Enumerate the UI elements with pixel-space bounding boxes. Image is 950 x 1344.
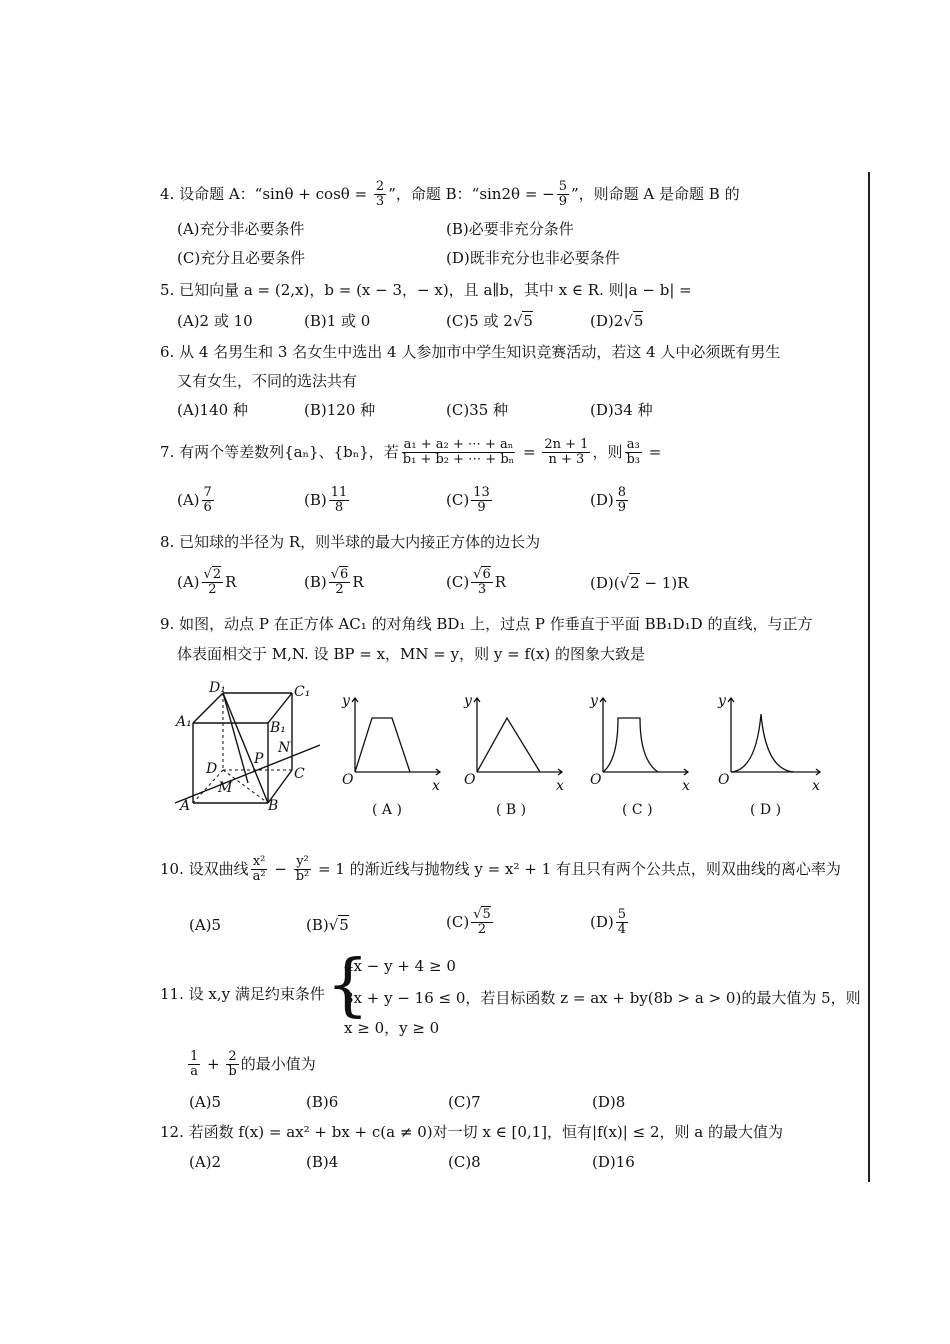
q8-option-c-tail: R	[494, 572, 507, 591]
q10-option-c-frac	[471, 908, 493, 938]
q4-text-c: ”，则命题 A 是命题 B 的	[571, 184, 740, 203]
q11-constraint-2: 8x + y − 16 ≤ 0，若目标函数 z = ax + by(8b > a > 0)的最大值为 5，则	[344, 989, 861, 1007]
question-9-line-2: 体表面相交于 M,N. 设 BP = x，MN = y，则 y = f(x) 的图象大致是	[177, 645, 645, 663]
cube-label-d1: D₁	[209, 680, 226, 696]
question-9-line-1: 9. 如图，动点 P 在正方体 AC₁ 的对角线 BD₁ 上，过点 P 作垂直于平面 BB₁D₁D 的直线，与正方	[160, 615, 813, 633]
q8-option-b-rad: 6	[340, 567, 349, 582]
q10-option-c-pre: (C)	[446, 912, 470, 931]
question-11: 11. 设 x,y 满足约束条件	[160, 985, 325, 1003]
page-margin-line	[868, 172, 870, 1182]
q6-option-c[interactable]: (C)35 种	[446, 401, 509, 419]
graph-a-x-label: x	[432, 778, 440, 794]
q4-text-b: ”，命题 B：“sin2θ = −	[388, 184, 555, 203]
q4-option-b[interactable]: (B)必要非充分条件	[446, 220, 574, 238]
q7-frac-1-num: a₁ + a₂ + ⋯ + aₙ	[403, 437, 514, 452]
q5-option-d-pre: (D)2	[590, 312, 624, 330]
q8-option-d[interactable]: (D)(√2 − 1)R	[590, 574, 689, 592]
q7-option-a-den: 6	[203, 500, 212, 516]
question-4	[160, 180, 740, 210]
q8-option-d-pre: (D)(	[590, 574, 620, 592]
graph-d-x-label: x	[812, 778, 820, 794]
q4-frac-2-num: 5	[558, 179, 567, 194]
q7-option-b-label: (B)	[304, 490, 327, 509]
cube-label-a: A	[180, 798, 191, 814]
q10-frac-1-den: a²	[252, 869, 266, 885]
q7-option-b-frac	[329, 486, 350, 516]
q7-option-b[interactable]	[304, 486, 351, 516]
q4-text-a: 4. 设命题 A：“sinθ + cosθ =	[160, 184, 372, 203]
q11-constraint-brace: {	[326, 946, 370, 1025]
q7-option-a[interactable]	[177, 486, 216, 516]
question-12: 12. 若函数 f(x) = ax² + bx + c(a ≠ 0)对一切 x ∈ [0,1]，恒有|f(x)| ≤ 2，则 a 的最大值为	[160, 1123, 783, 1141]
q7-text-a: 7. 有两个等差数列{aₙ}、{bₙ}，若	[160, 442, 399, 461]
q11-constraint-1: 4x − y + 4 ≥ 0	[344, 957, 456, 975]
q7-text-c: =	[644, 442, 662, 461]
graph-c-curve	[603, 718, 658, 772]
q7-frac-3	[624, 438, 642, 468]
q8-option-d-rad: 2	[630, 574, 640, 592]
q11-line-2	[186, 1050, 316, 1080]
q7-option-d[interactable]	[590, 486, 630, 516]
q10-option-d-pre: (D)	[590, 912, 614, 931]
q10-option-b[interactable]: (B)√5	[306, 916, 349, 934]
graph-a-curve	[355, 718, 410, 772]
question-6-line-1: 6. 从 4 名男生和 3 名女生中选出 4 人参加市中学生知识竞赛活动，若这 4 人中必须既有男生	[160, 343, 781, 361]
q7-option-b-den: 8	[334, 500, 344, 516]
q7-option-d-den: 9	[617, 500, 627, 516]
q12-option-a[interactable]: (A)2	[189, 1153, 222, 1171]
graph-b-origin: O	[464, 772, 476, 788]
q10-frac-2-num: y²	[296, 854, 309, 869]
q8-option-a-frac	[202, 568, 224, 598]
q8-option-a-rad: 2	[212, 567, 222, 582]
q10-option-d-num: 5	[617, 907, 627, 922]
q11-option-a[interactable]: (A)5	[189, 1093, 222, 1111]
q5-option-a[interactable]: (A)2 或 10	[177, 312, 253, 330]
q7-option-c-num: 13	[473, 485, 490, 500]
q7-frac-3-den: b₃	[626, 452, 641, 468]
graph-d-origin: O	[718, 772, 730, 788]
q7-frac-1-den: b₁ + b₂ + ⋯ + bₙ	[402, 452, 515, 468]
question-6-line-2: 又有女生，不同的选法共有	[177, 372, 358, 390]
graph-c-y-label: y	[590, 693, 598, 709]
q8-option-a-label: (A)	[177, 572, 200, 591]
q8-option-c[interactable]	[446, 568, 506, 598]
q4-frac-2	[557, 180, 569, 210]
q7-option-d-frac	[616, 486, 628, 516]
q8-option-a[interactable]	[177, 568, 236, 598]
q11-text-b: 的最小值为	[240, 1054, 316, 1073]
q10-option-c[interactable]	[446, 908, 495, 938]
cube-edge-d1a1	[193, 693, 223, 723]
q8-option-b-frac	[329, 568, 351, 598]
question-8: 8. 已知球的半径为 R，则半球的最大内接正方体的边长为	[160, 533, 541, 551]
graph-c-origin: O	[590, 772, 602, 788]
q10-option-d-den: 4	[617, 922, 627, 938]
q8-option-a-num: √2	[203, 567, 222, 582]
q10-minus: −	[269, 859, 292, 878]
q8-option-c-label: (C)	[446, 572, 470, 591]
graph-b-y-label: y	[464, 693, 472, 709]
graph-d-caption: ( D )	[750, 802, 782, 818]
q8-option-b-tail: R	[352, 572, 364, 591]
q12-option-c[interactable]: (C)8	[448, 1153, 481, 1171]
q5-option-b[interactable]: (B)1 或 0	[304, 312, 371, 330]
q10-frac-2-den: b²	[295, 869, 310, 885]
q11-plus: +	[202, 1054, 225, 1073]
q5-option-c[interactable]: (C)5 或 2√5	[446, 312, 533, 330]
graph-c-x-label: x	[682, 778, 690, 794]
cube-label-c1: C₁	[294, 684, 311, 700]
q4-frac-1-den: 3	[375, 194, 385, 210]
q11-frac-2-num: 2	[228, 1049, 237, 1064]
cube-edge-c1b1	[268, 693, 292, 723]
q10-frac-1-num: x²	[252, 854, 266, 869]
q8-option-c-frac	[471, 568, 493, 598]
q10-frac-2	[294, 855, 312, 885]
q11-frac-1-den: a	[190, 1064, 199, 1080]
q10-text-a: 10. 设双曲线	[160, 859, 249, 878]
q10-option-d[interactable]	[590, 908, 630, 938]
cube-label-d: D	[206, 761, 218, 777]
q7-frac-2	[542, 438, 590, 468]
graph-c-caption: ( C )	[622, 802, 653, 818]
q8-option-c-num: √6	[473, 567, 491, 582]
q11-frac-1-num: 1	[190, 1049, 199, 1064]
q7-option-d-label: (D)	[590, 490, 614, 509]
q8-option-c-den: 3	[477, 582, 487, 598]
q7-text-b: ，则	[592, 442, 623, 461]
q10-frac-1	[251, 855, 268, 885]
q8-option-b-label: (B)	[304, 572, 327, 591]
q7-option-c-frac	[471, 486, 492, 516]
q7-option-a-label: (A)	[177, 490, 200, 509]
q7-frac-3-num: a₃	[626, 437, 640, 452]
question-5: 5. 已知向量 a = (2,x)，b = (x − 3，− x)，且 a∥b，其中 x ∈ R. 则|a − b| =	[160, 281, 692, 299]
q10-option-c-num: √5	[473, 907, 491, 922]
q4-option-a[interactable]: (A)充分非必要条件	[177, 220, 305, 238]
q7-frac-2-den: n + 3	[548, 452, 585, 468]
graph-b-caption: ( B )	[496, 802, 527, 818]
graph-a-origin: O	[342, 772, 354, 788]
q7-option-c-den: 9	[477, 500, 486, 516]
q10-option-a[interactable]: (A)5	[189, 916, 222, 934]
q11-option-c[interactable]: (C)7	[448, 1093, 481, 1111]
question-7	[160, 438, 661, 468]
q8-option-d-post: − 1)R	[639, 574, 689, 592]
q7-option-c-label: (C)	[446, 490, 470, 509]
q10-option-c-rad: 5	[482, 907, 491, 922]
q8-option-a-den: 2	[208, 582, 217, 598]
q7-option-a-frac	[202, 486, 214, 516]
q10-option-d-frac	[616, 908, 628, 938]
q4-option-d[interactable]: (D)既非充分也非必要条件	[446, 249, 620, 267]
q7-frac-2-num: 2n + 1	[544, 437, 589, 452]
q11-option-d[interactable]: (D)8	[592, 1093, 626, 1111]
q7-option-a-num: 7	[203, 485, 212, 500]
q7-option-d-num: 8	[617, 485, 627, 500]
q8-option-b-den: 2	[335, 582, 344, 598]
q4-frac-2-den: 9	[558, 194, 567, 210]
q4-frac-1	[374, 180, 386, 210]
q12-option-d[interactable]: (D)16	[592, 1153, 635, 1171]
cube-label-n: N	[278, 740, 291, 756]
cube-label-p: P	[254, 751, 264, 767]
q10-option-b-pre: (B)	[306, 916, 329, 934]
q8-option-a-tail: R	[225, 572, 237, 591]
q7-frac-1	[401, 438, 516, 468]
q11-frac-2	[226, 1050, 238, 1080]
q11-frac-1	[188, 1050, 200, 1080]
q12-option-b[interactable]: (B)4	[306, 1153, 339, 1171]
q5-option-c-rad: 5	[523, 312, 533, 330]
q6-option-b[interactable]: (B)120 种	[304, 401, 376, 419]
q11-frac-2-den: b	[228, 1064, 237, 1080]
cube-label-c: C	[294, 766, 305, 782]
graph-d-curve	[731, 714, 794, 772]
q5-option-c-pre: (C)5 或 2	[446, 312, 513, 330]
q8-option-b[interactable]	[304, 568, 364, 598]
q11-constraint-3: x ≥ 0，y ≥ 0	[344, 1019, 440, 1037]
graph-b-x-label: x	[556, 778, 564, 794]
graph-d-y-label: y	[718, 693, 726, 709]
q8-option-c-rad: 6	[482, 567, 491, 582]
graph-a-caption: ( A )	[372, 802, 402, 818]
q4-frac-1-num: 2	[375, 179, 385, 194]
q7-option-c[interactable]	[446, 486, 494, 516]
question-10	[160, 855, 841, 885]
cube-label-b1: B₁	[270, 720, 286, 736]
cube-label-m: M	[218, 780, 233, 796]
cube-label-b: B	[268, 798, 279, 814]
graph-b-curve	[477, 718, 540, 772]
q11-option-b[interactable]: (B)6	[306, 1093, 339, 1111]
q6-option-a[interactable]: (A)140 种	[177, 401, 248, 419]
q10-option-b-rad: 5	[339, 916, 349, 934]
q6-option-d[interactable]: (D)34 种	[590, 401, 653, 419]
q10-option-c-den: 2	[477, 922, 487, 938]
q5-option-d-rad: 5	[633, 312, 644, 330]
q8-option-b-num: √6	[330, 567, 349, 582]
q7-option-b-num: 11	[330, 485, 348, 500]
q4-option-c[interactable]: (C)充分且必要条件	[177, 249, 306, 267]
q10-text-b: = 1 的渐近线与抛物线 y = x² + 1 有且只有两个公共点，则双曲线的离心率为	[313, 859, 841, 878]
q5-option-d[interactable]: (D)2√5	[590, 312, 644, 330]
graph-a-y-label: y	[342, 693, 350, 709]
q7-eq: =	[518, 442, 541, 461]
cube-label-a1: A₁	[176, 714, 192, 730]
